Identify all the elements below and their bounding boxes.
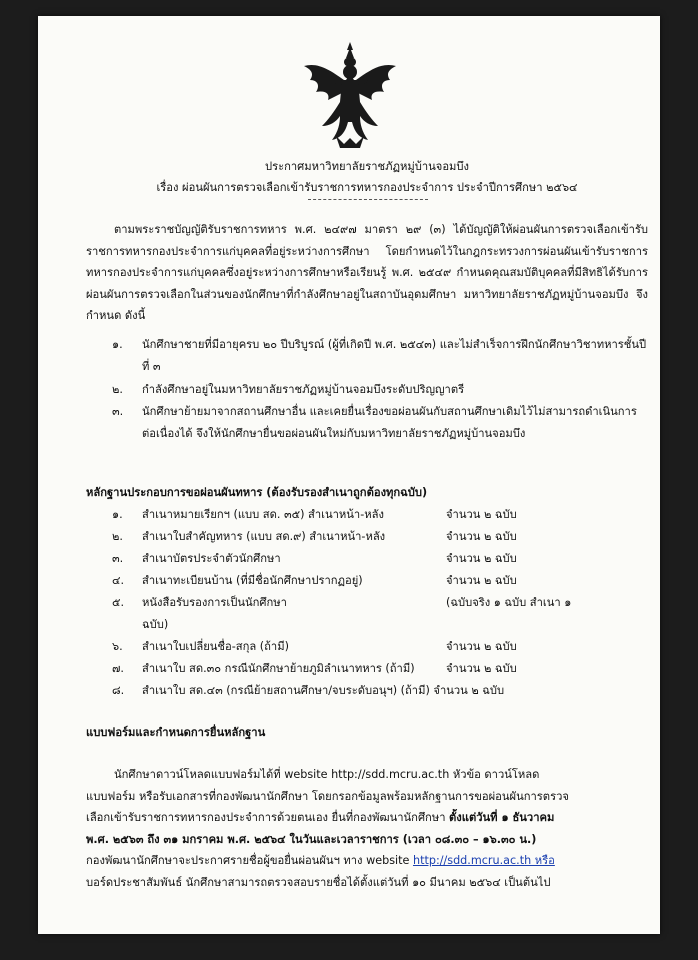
- requirement-number: ๑.: [112, 338, 123, 351]
- requirement-text: นักศึกษาย้ายมาจากสถานศึกษาอื่น และเคยยื่นเรื่องขอผ่อนผันกับสถานศึกษาเดิมไว้ไม่สามารถดำเนินการต่อเนื่องได้ จึงให้นักศึกษายื่นขอผ่อนผันใหม่กับมหาวิทยาลัยราชภัฏหมู่บ้านจอมบึง: [142, 405, 637, 440]
- document-name: สำเนาใบ สด.๔๓ (กรณีย้ายสถานศึกษา/จบระดับอนุฯ) (ถ้ามี) จำนวน ๒ ฉบับ: [142, 684, 505, 697]
- document-name: สำเนาใบ สด.๓๐ กรณีนักศึกษาย้ายภูมิลำเนาทหาร (ถ้ามี): [142, 662, 415, 675]
- document-number: ๑.: [112, 508, 123, 521]
- document-quantity: จำนวน ๒ ฉบับ: [446, 662, 517, 675]
- forms-line: บอร์ดประชาสัมพันธ์ นักศึกษาสามารถตรวจสอบรายชื่อได้ตั้งแต่วันที่ ๑๐ มีนาคม ๒๕๖๔ เป็นต้นไป: [86, 875, 551, 889]
- document-number: ๕.: [112, 596, 125, 609]
- document-row: [112, 680, 648, 702]
- website-link[interactable]: http://sdd.mcru.ac.th หรือ: [412, 854, 555, 867]
- announcement-subject: เรื่อง ผ่อนผันการตรวจเลือกเข้ารับราชการทหารกองประจำการ ประจำปีการศึกษา ๒๕๖๔: [156, 181, 578, 194]
- document-row: [112, 658, 648, 680]
- document-number: ๘.: [112, 684, 125, 697]
- document-row: [112, 570, 648, 592]
- document-quantity: จำนวน ๒ ฉบับ: [446, 530, 517, 543]
- forms-heading: แบบฟอร์มและกำหนดการยื่นหลักฐาน: [86, 726, 266, 739]
- requirement-item: [112, 334, 648, 377]
- forms-paragraph: [86, 764, 648, 893]
- documents-heading: หลักฐานประกอบการขอผ่อนผันทหาร (ต้องรับรองสำเนาถูกต้องทุกฉบับ): [86, 486, 428, 499]
- document-row: [112, 526, 648, 548]
- forms-line: กองพัฒนานักศึกษาจะประกาศรายชื่อผู้ขอยื่นผ่อนผันฯ ทาง website: [86, 854, 413, 867]
- title-divider: [308, 199, 428, 200]
- document-number: ๗.: [112, 662, 124, 675]
- document-name: สำเนาทะเบียนบ้าน (ที่มีชื่อนักศึกษาปรากฏอยู่): [142, 574, 363, 587]
- intro-paragraph: [86, 219, 648, 327]
- document-row: [112, 548, 648, 570]
- document-quantity: จำนวน ๒ ฉบับ: [446, 552, 517, 565]
- document-quantity-continued: ฉบับ): [142, 618, 169, 631]
- document-row: [112, 592, 648, 636]
- document-page: [38, 16, 660, 934]
- forms-date-start: ตั้งแต่วันที่ ๑ ธันวาคม: [449, 811, 555, 824]
- document-name: สำเนาหมายเรียกฯ (แบบ สด. ๓๕) สำเนาหน้า-หลัง: [142, 508, 384, 521]
- document-name: สำเนาใบเปลี่ยนชื่อ-สกุล (ถ้ามี): [142, 640, 289, 653]
- document-name: สำเนาใบสำคัญทหาร (แบบ สด.๙) สำเนาหน้า-หลัง: [142, 530, 386, 543]
- document-number: ๔.: [112, 574, 125, 587]
- requirement-text: นักศึกษาชายที่มีอายุครบ ๒๐ ปีบริบูรณ์ (ผู้ที่เกิดปี พ.ศ. ๒๕๔๓) และไม่สำเร็จการฝึกนักศึกษาวิชาทหารชั้นปีที่ ๓: [142, 338, 647, 373]
- document-row: [112, 636, 648, 658]
- document-number: ๒.: [112, 530, 123, 543]
- document-quantity: จำนวน ๒ ฉบับ: [446, 508, 517, 521]
- document-row: [112, 504, 648, 526]
- document-name: สำเนาบัตรประจำตัวนักศึกษา: [142, 552, 281, 565]
- document-quantity: จำนวน ๒ ฉบับ: [446, 640, 517, 653]
- document-quantity: (ฉบับจริง ๑ ฉบับ สำเนา ๑: [446, 596, 572, 609]
- forms-line: แบบฟอร์ม หรือรับเอกสารที่กองพัฒนานักศึกษา โดยกรอกข้อมูลพร้อมหลักฐานการขอผ่อนผันการตรวจ: [86, 789, 569, 803]
- requirement-number: ๒.: [112, 383, 123, 396]
- intro-text: ตามพระราชบัญญัติรับราชการทหาร พ.ศ. ๒๔๙๗ มาตรา ๒๙ (๓) ได้บัญญัติให้ผ่อนผันการตรวจเลือกเข้ารับราชการทหารกองประจำการแก่บุคคลที่อยู่ระหว่างการศึกษา โดยกำหนดไว้ในกฎกระทรวงการผ่อนผันเข้ารับราชการทหารกองประจำการแก่บุคคลซึ่งอยู่ระหว่างการศึกษาหรือเรียนรู้ พ.ศ. ๒๕๔๙ กำหนดคุณสมบัติบุคคลที่มีสิทธิได้รับการผ่อนผันการตรวจเลือกในส่วนของนักศึกษาที่กำลังศึกษาอยู่ในสถาบันอุดมศึกษา มหาวิทยาลัยราชภัฏหมู่บ้านจอมบึง จึงกำหนด ดังนี้: [86, 223, 648, 322]
- document-number: ๓.: [112, 552, 124, 565]
- forms-line: เลือกเข้ารับราชการทหารกองประจำการด้วยตนเอง ยื่นที่กองพัฒนานักศึกษา: [86, 811, 446, 824]
- announcement-title: ประกาศมหาวิทยาลัยราชภัฏหมู่บ้านจอมบึง: [265, 160, 469, 173]
- forms-line: นักศึกษาดาวน์โหลดแบบฟอร์มได้ที่ website http://sdd.mcru.ac.th หัวข้อ ดาวน์โหลด: [114, 768, 540, 781]
- document-number: ๖.: [112, 640, 123, 653]
- forms-date-range: พ.ศ. ๒๕๖๓ ถึง ๓๑ มกราคม พ.ศ. ๒๕๖๔ ในวันและเวลาราชการ (เวลา ๐๘.๓๐ – ๑๖.๓๐ น.): [86, 832, 537, 846]
- garuda-emblem-icon: [300, 40, 400, 150]
- requirement-item: [112, 379, 648, 401]
- document-quantity: จำนวน ๒ ฉบับ: [446, 574, 517, 587]
- requirement-item: [112, 401, 648, 444]
- document-name: หนังสือรับรองการเป็นนักศึกษา: [142, 596, 287, 609]
- requirement-number: ๓.: [112, 405, 124, 418]
- requirement-text: กำลังศึกษาอยู่ในมหาวิทยาลัยราชภัฏหมู่บ้านจอมบึงระดับปริญญาตรี: [142, 383, 465, 396]
